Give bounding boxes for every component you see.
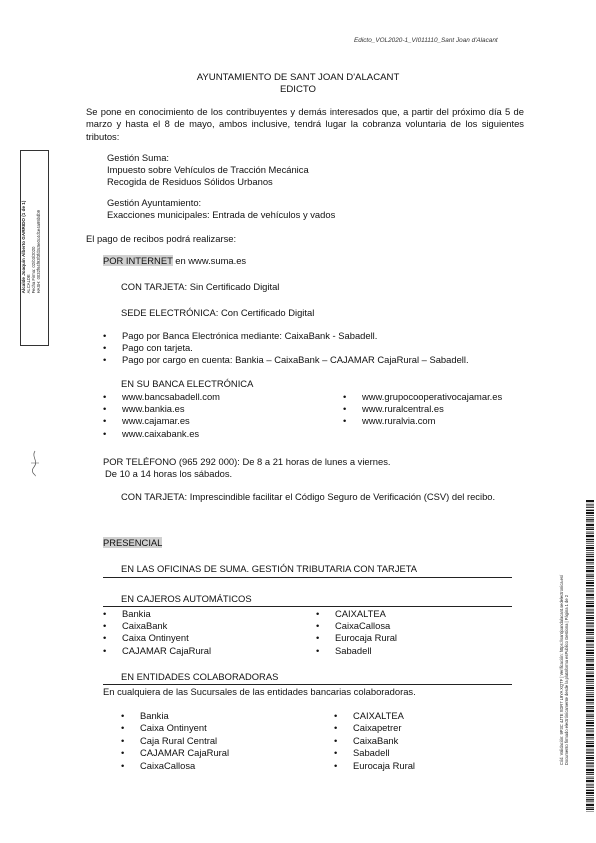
barcode: [586, 500, 594, 812]
oficinas-suma: EN LAS OFICINAS DE SUMA. GESTIÓN TRIBUTARIA CON TARJETA: [121, 563, 418, 574]
presencial-heading: [103, 537, 162, 548]
list-item: • Caixa Ontinyent: [103, 632, 211, 644]
list-item: • Eurocaja Rural: [316, 632, 397, 644]
list-item: • Bankia: [121, 710, 229, 722]
list-item: • CAJAMAR CajaRural: [103, 645, 211, 657]
divider: [103, 577, 512, 578]
document-reference: Edicto_VOL2020-1_VI011110_Sant Joan d'Alacant: [354, 37, 498, 44]
pago-intro: El pago de recibos podrá realizarse:: [86, 233, 237, 244]
list-item: • CAIXALTEA: [316, 608, 397, 620]
list-item: • CaixaCallosa: [316, 620, 397, 632]
list-item: • Caixa Ontinyent: [121, 722, 229, 734]
telefono-line1: POR TELÉFONO (965 292 000): De 8 a 21 horas de lunes a viernes.: [103, 456, 391, 467]
internet-sede: SEDE ELECTRÓNICA: Con Certificado Digital: [121, 307, 315, 318]
list-item: • Caixapetrer: [334, 722, 415, 734]
banca-left-list: [103, 391, 220, 440]
verification-note: [549, 532, 579, 808]
divider: [103, 684, 512, 685]
signature-stamp: [20, 150, 49, 346]
header-title: AYUNTAMIENTO DE SANT JOAN D'ALACANT: [196, 72, 400, 83]
telefono-tarjeta: CON TARJETA: Imprescindible facilitar el Código Seguro de Verificación (CSV) del recibo.: [121, 491, 496, 502]
cajeros-right-list: [316, 608, 397, 657]
list-item: • Eurocaja Rural: [334, 760, 415, 772]
banca-title: EN SU BANCA ELECTRÓNICA: [121, 378, 254, 389]
banca-right-list: [343, 391, 502, 428]
gestion-suma-title: Gestión Suma:: [107, 152, 170, 163]
stamp-role: ALCALDE: [26, 274, 31, 294]
internet-bullets: [103, 330, 469, 367]
list-item: • www.caixabank.es: [103, 428, 220, 440]
list-item: • Pago con tarjeta.: [103, 342, 469, 354]
internet-label: POR INTERNET: [103, 255, 173, 266]
stamp-date: Fecha Firma: 02/03/2020: [31, 246, 36, 294]
list-item: • CaixaCallosa: [121, 760, 229, 772]
list-item: • Sabadell: [316, 645, 397, 657]
header-subtitle: EDICTO: [279, 84, 317, 95]
gestion-suma-item: Impuesto sobre Vehículos de Tracción Mecánica: [107, 164, 309, 175]
list-item: • Sabadell: [334, 747, 415, 759]
list-item: • CaixaBank: [103, 620, 211, 632]
entidades-left-list: [121, 710, 229, 772]
gestion-ayto-item: Exacciones municipales: Entrada de vehículos y vados: [107, 209, 336, 220]
gestion-suma-item: Recogida de Residuos Sólidos Urbanos: [107, 176, 273, 187]
list-item: • www.ruralcentral.es: [343, 403, 502, 415]
list-item: • Pago por cargo en cuenta: Bankia – CaixaBank – CAJAMAR CajaRural – Sabadell.: [103, 354, 469, 366]
internet-con-tarjeta: CON TARJETA: Sin Certificado Digital: [121, 281, 280, 292]
internet-suffix: en www.suma.es: [172, 255, 247, 266]
stamp-name: Alcalde Joaquín Alberto GARRIDO (1 de 1): [21, 200, 26, 294]
list-item: • CaixaBank: [334, 735, 415, 747]
stamp-hash: HASH: 0032f64f93f3fd3c5e0c4d1e4a95bdb9: [36, 210, 41, 294]
list-item: • Caja Rural Central: [121, 735, 229, 747]
list-item: • CAJAMAR CajaRural: [121, 747, 229, 759]
list-item: • www.bancsabadell.com: [103, 391, 220, 403]
list-item: • www.ruralvia.com: [343, 415, 502, 427]
divider: [103, 606, 512, 607]
entidades-text: En cualquiera de las Sucursales de las entidades bancarias colaboradoras.: [103, 686, 416, 697]
list-item: • CAIXALTEA: [334, 710, 415, 722]
presencial-label: PRESENCIAL: [103, 537, 163, 548]
list-item: • Pago por Banca Electrónica mediante: CaixaBank - Sabadell.: [103, 330, 469, 342]
signature-mark: [29, 449, 41, 477]
telefono-line2: De 10 a 14 horas los sábados.: [105, 468, 233, 479]
verification-line1: Cód. Validación: 9P3C 4JTE XDR7 L9YA XQTF | Verificación: https://santjoandalacant.sedelectronica.es/: [559, 574, 564, 766]
verification-line2: Documento firmado electrónicamente desde la plataforma esPublico Gestiona | Página 1 de 2: [564, 594, 569, 766]
intro-paragraph: Se pone en conocimiento de los contribuyentes y demás interesados que, a partir del próximo día 5 de marzo y hasta el 8 de mayo, ambos inclusive, tendrá lugar la cobranza voluntaria de los siguientes tributos:: [86, 106, 524, 142]
cajeros-title: EN CAJEROS AUTOMÁTICOS: [121, 593, 252, 604]
entidades-title: EN ENTIDADES COLABORADORAS: [121, 671, 279, 682]
list-item: • www.grupocooperativocajamar.es: [343, 391, 502, 403]
list-item: • www.bankia.es: [103, 403, 220, 415]
gestion-ayto-title: Gestión Ayuntamiento:: [107, 197, 202, 208]
entidades-right-list: [334, 710, 415, 772]
list-item: • www.cajamar.es: [103, 415, 220, 427]
cajeros-left-list: [103, 608, 211, 657]
internet-heading: [103, 255, 246, 266]
list-item: • Bankia: [103, 608, 211, 620]
